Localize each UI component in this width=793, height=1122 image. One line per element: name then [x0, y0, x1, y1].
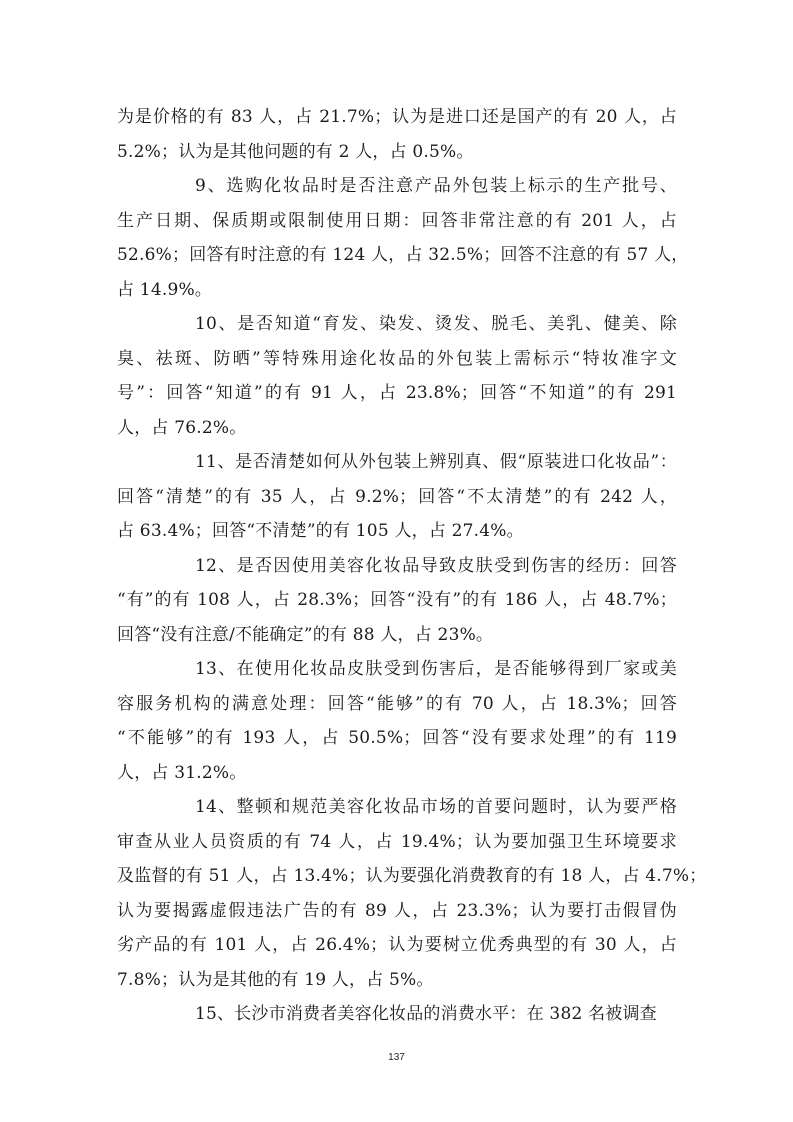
text-line: 人，占 31.2%。 — [117, 762, 247, 783]
text-line: 及监督的有 51 人，占 13.4%；认为要强化消费教育的有 18 人，占 4.7%； — [117, 866, 707, 886]
text-line: 15、长沙市消费者美容化妆品的消费水平：在 382 名被调查 — [195, 1004, 657, 1024]
text-line: 号”：回答“知道”的有 91 人，占 23.8%；回答“不知道”的有 291 — [117, 383, 677, 403]
text-line: 认为要揭露虚假违法广告的有 89 人，占 23.3%；认为要打击假冒伪 — [117, 900, 677, 921]
text-line: 12、是否因使用美容化妆品导致皮肤受到伤害的经历：回答 — [195, 555, 677, 576]
text-line: 5.2%；认为是其他问题的有 2 人，占 0.5%。 — [117, 141, 474, 162]
text-line: 10、是否知道“育发、染发、烫发、脱毛、美乳、健美、除 — [195, 314, 677, 334]
text-line: 审查从业人员资质的有 74 人，占 19.4%；认为要加强卫生环境要求 — [117, 831, 677, 852]
text-line: “有”的有 108 人，占 28.3%；回答“没有”的有 186 人，占 48.7%； — [117, 590, 677, 610]
text-line: 回答“清楚”的有 35 人，占 9.2%；回答“不太清楚”的有 242 人， — [117, 486, 677, 507]
document-body — [117, 100, 707, 1032]
text-line: 7.8%；认为是其他的有 19 人，占 5%。 — [117, 969, 434, 990]
text-line: 生产日期、保质期或限制使用日期：回答非常注意的有 201 人，占 — [117, 210, 677, 231]
text-line: 11、是否清楚如何从外包装上辨别真、假“原装进口化妆品”： — [195, 452, 677, 472]
text-line: 9、选购化妆品时是否注意产品外包装上标示的生产批号、 — [195, 176, 677, 196]
text-line: 劣产品的有 101 人，占 26.4%；认为要树立优秀典型的有 30 人，占 — [117, 935, 677, 955]
text-line: 占 14.9%。 — [117, 279, 213, 300]
text-line: 臭、祛斑、防晒”等特殊用途化妆品的外包装上需标示“特妆准字文 — [117, 348, 677, 369]
text-line: 回答“没有注意/不能确定”的有 88 人，占 23%。 — [117, 624, 494, 645]
text-line: 人，占 76.2%。 — [117, 417, 247, 438]
text-line: 为是价格的有 83 人，占 21.7%；认为是进口还是国产的有 20 人，占 — [117, 107, 677, 127]
text-line: 13、在使用化妆品皮肤受到伤害后，是否能够得到厂家或美 — [195, 659, 677, 679]
text-line: 容服务机构的满意处理：回答“能够”的有 70 人，占 18.3%；回答 — [117, 693, 677, 714]
text-line: “不能够”的有 193 人，占 50.5%；回答“没有要求处理”的有 119 — [117, 728, 677, 748]
text-line: 14、整顿和规范美容化妆品市场的首要问题时，认为要严格 — [195, 797, 677, 817]
text-line: 52.6%；回答有时注意的有 124 人，占 32.5%；回答不注意的有 57 人， — [117, 245, 689, 265]
page-number: 137 — [388, 1052, 405, 1063]
text-line: 占 63.4%；回答“不清楚”的有 105 人，占 27.4%。 — [117, 521, 524, 541]
